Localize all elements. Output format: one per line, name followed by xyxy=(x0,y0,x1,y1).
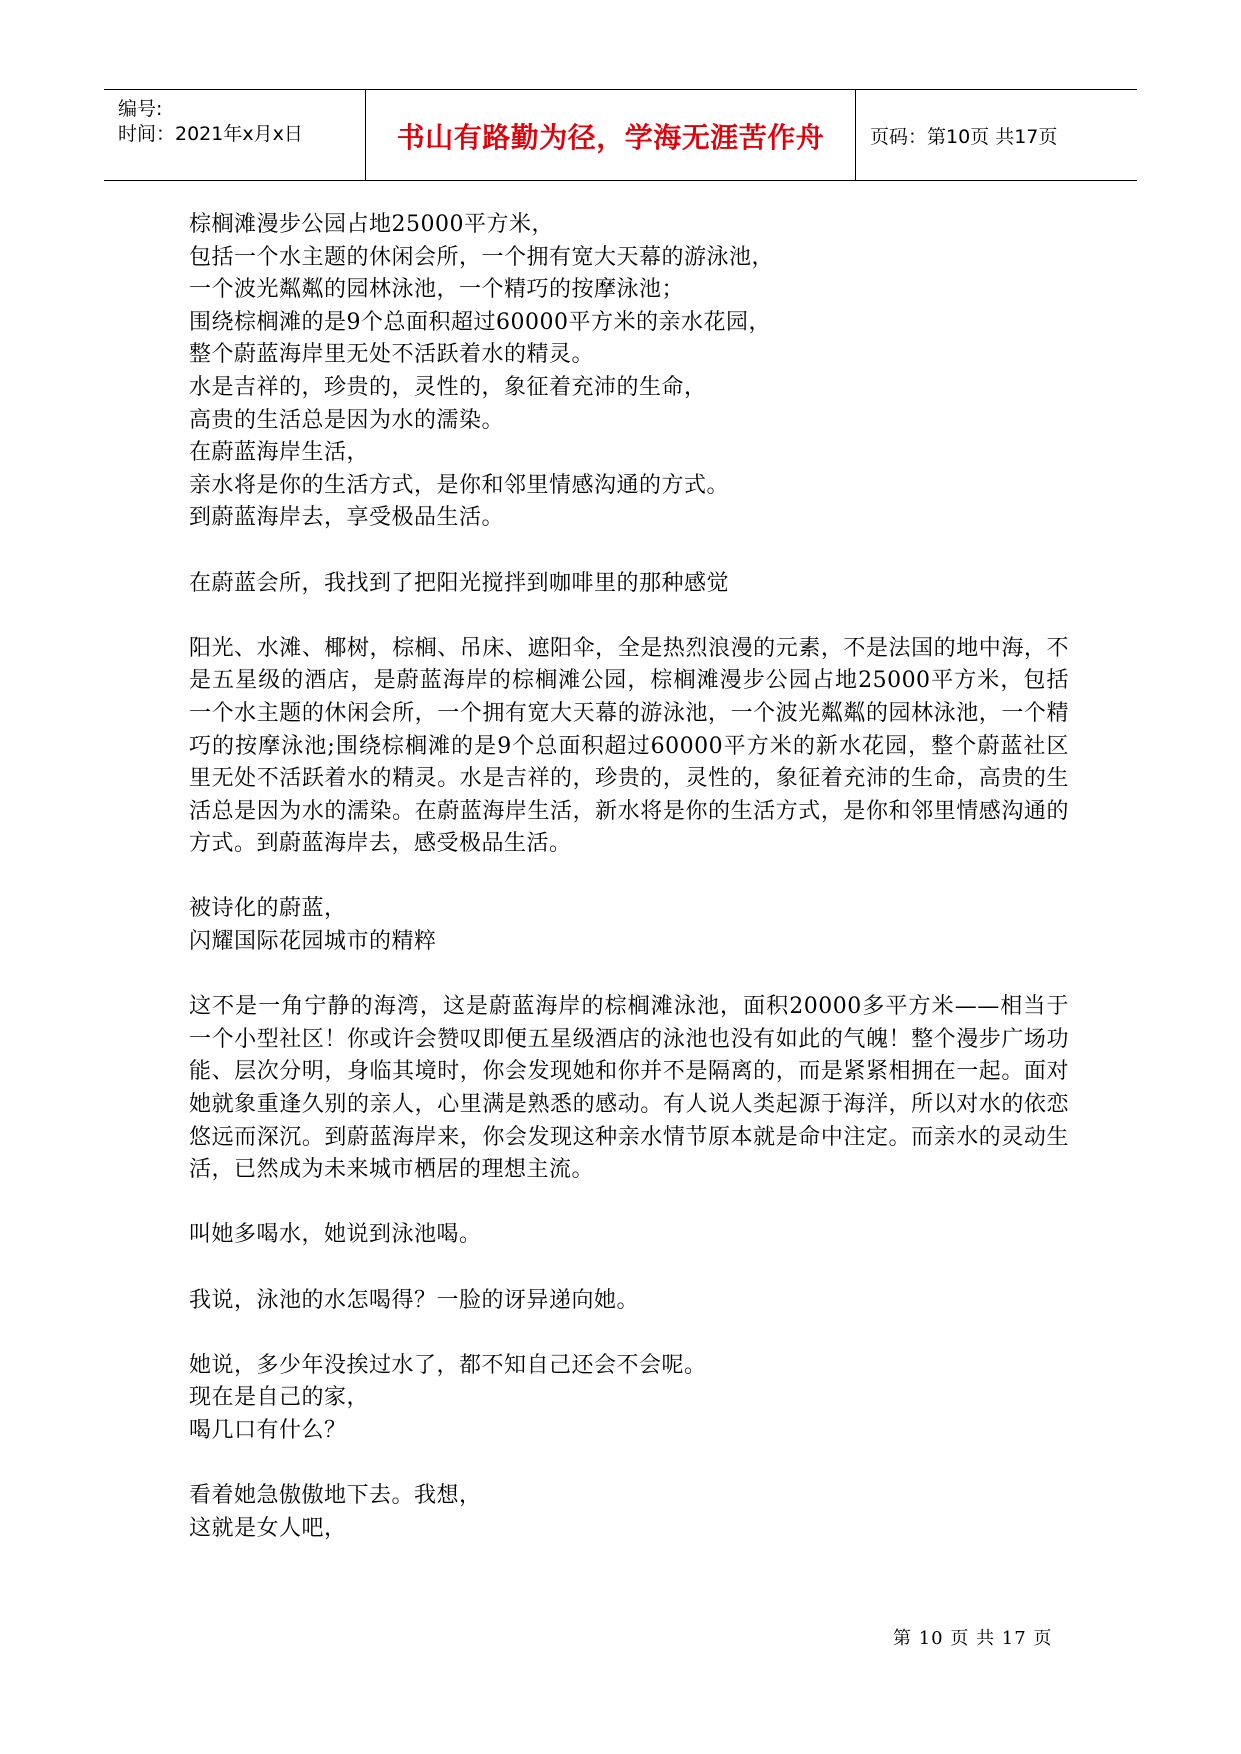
text-line: 高贵的生活总是因为水的濡染。 xyxy=(189,407,505,433)
text-line: 水是吉祥的，珍贵的，灵性的，象征着充沛的生命， xyxy=(189,374,707,400)
text-line: 被诗化的蔚蓝， xyxy=(189,896,347,922)
text-line: 在蔚蓝会所，我找到了把阳光搅拌到咖啡里的那种感觉 xyxy=(189,570,730,596)
text-line: 在蔚蓝海岸生活， xyxy=(189,440,370,466)
text-line: 亲水将是你的生活方式，是你和邻里情感沟通的方式。 xyxy=(189,472,730,498)
text-line: 闪耀国际花园城市的精粹 xyxy=(189,929,437,955)
text-line: 我说，泳池的水怎喝得？一脸的讶异递向她。 xyxy=(189,1287,640,1313)
document-body xyxy=(189,209,1069,1545)
header-page-label: 页码：第10页 共17页 xyxy=(870,125,1058,148)
text-line: 她说，多少年没挨过水了，都不知自己还会不会呢。 xyxy=(189,1352,707,1378)
paragraph-block-1 xyxy=(189,209,1069,535)
page-header xyxy=(104,89,1137,181)
paragraph-block-8 xyxy=(189,1350,1069,1448)
text-line: 现在是自己的家， xyxy=(189,1385,370,1411)
motto-text: 书山有路勤为径，学海无涯苦作舟 xyxy=(396,121,825,154)
paragraph-block-4 xyxy=(189,893,1069,958)
text-line: 围绕棕榈滩的是9个总面积超过60000平方米的亲水花园， xyxy=(189,309,771,335)
header-info-cell xyxy=(104,90,366,180)
text-line: 这就是女人吧， xyxy=(189,1515,347,1541)
text-line: 整个蔚蓝海岸里无处不活跃着水的精灵。 xyxy=(189,342,595,368)
paragraph-3: 阳光、水滩、椰树，棕榈、吊床、遮阳伞，全是热烈浪漫的元素，不是法国的地中海，不是五星级的酒店，是蔚蓝海岸的棕榈滩公园，棕榈滩漫步公园占地25000平方米，包括一个水主题的休闲会所，一个拥有宽大天幕的游泳池，一个波光粼粼的园林泳池，一个精巧的按摩泳池;围绕棕榈滩的是9个总面积超过60000平方米的新水花园，整个蔚蓝社区里无处不活跃着水的精灵。水是吉祥的，珍贵的，灵性的，象征着充沛的生命，高贵的生活总是因为水的濡染。在蔚蓝海岸生活，新水将是你的生活方式，是你和邻里情感沟通的方式。到蔚蓝海岸去，感受极品生活。 xyxy=(189,635,1069,857)
header-page-cell xyxy=(856,90,1137,180)
text-line: 看着她急傲傲地下去。我想， xyxy=(189,1483,482,1509)
page-footer: 第 10 页 共 17 页 xyxy=(893,1628,1053,1649)
text-line: 喝几口有什么？ xyxy=(189,1417,347,1443)
serial-label: 编号: xyxy=(118,98,163,120)
text-line: 到蔚蓝海岸去，享受极品生活。 xyxy=(189,505,505,531)
time-label: 时间：2021年x月x日 xyxy=(118,123,303,145)
text-line: 棕榈滩漫步公园占地25000平方米， xyxy=(189,212,554,237)
paragraph-5: 这不是一角宁静的海湾，这是蔚蓝海岸的棕榈滩泳池，面积20000多平方米——相当于一个小型社区！你或许会赞叹即便五星级酒店的泳池也没有如此的气魄！整个漫步广场功能、层次分明，身临其境时，你会发现她和你并不是隔离的，而是紧紧相拥在一起。面对她就象重逢久别的亲人，心里满是熟悉的感动。有人说人类起源于海洋，所以对水的依恋悠远而深沉。到蔚蓝海岸来，你会发现这种亲水情节原本就是命中注定。而亲水的灵动生活，已然成为未来城市栖居的理想主流。 xyxy=(189,994,1069,1183)
text-line: 一个波光粼粼的园林泳池，一个精巧的按摩泳池； xyxy=(189,277,685,303)
header-motto-cell xyxy=(366,90,856,180)
text-line: 包括一个水主题的休闲会所，一个拥有宽大天幕的游泳池， xyxy=(189,244,775,270)
paragraph-block-9 xyxy=(189,1480,1069,1545)
text-line: 叫她多喝水，她说到泳池喝。 xyxy=(189,1222,482,1248)
